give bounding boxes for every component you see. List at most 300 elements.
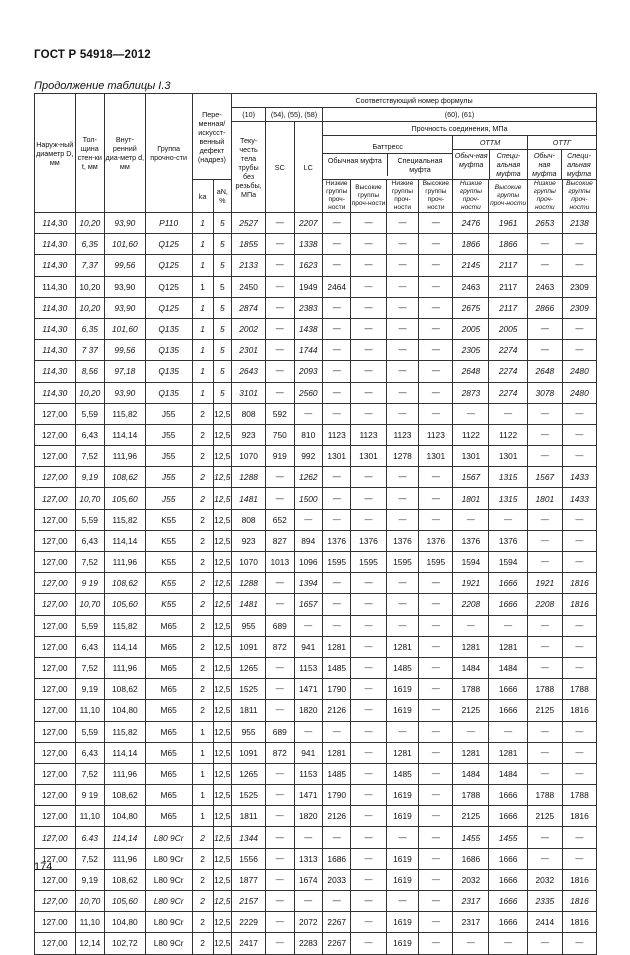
table-cell: 12,5 bbox=[213, 742, 232, 763]
table-cell: 1433 bbox=[562, 467, 596, 488]
table-cell: 2 bbox=[192, 827, 213, 848]
table-cell: — bbox=[266, 255, 294, 276]
table-cell: — bbox=[294, 891, 322, 912]
table-cell: 11,10 bbox=[75, 806, 105, 827]
table-cell: 2032 bbox=[453, 869, 489, 890]
table-row bbox=[35, 721, 597, 742]
table-cell: 2 bbox=[192, 933, 213, 954]
table-cell: 7,52 bbox=[75, 552, 105, 573]
table-cell: 10,20 bbox=[75, 276, 105, 297]
table-cell: — bbox=[527, 530, 562, 551]
table-row bbox=[35, 552, 597, 573]
table-cell: 1816 bbox=[562, 806, 596, 827]
table-cell: 12,5 bbox=[213, 594, 232, 615]
table-row bbox=[35, 297, 597, 318]
table-cell: 992 bbox=[294, 446, 322, 467]
table-cell: M65 bbox=[145, 806, 192, 827]
table-cell: 6,43 bbox=[75, 530, 105, 551]
table-cell: 1013 bbox=[266, 552, 294, 573]
table-cell: — bbox=[527, 763, 562, 784]
table-cell: 1281 bbox=[386, 636, 419, 657]
table-cell: 108,62 bbox=[105, 679, 146, 700]
table-cell: L80 9Cr bbox=[145, 869, 192, 890]
table-cell: 2 bbox=[192, 615, 213, 636]
table-cell: 93,90 bbox=[105, 276, 146, 297]
table-cell: 652 bbox=[266, 509, 294, 530]
table-cell: 1619 bbox=[386, 700, 419, 721]
table-cell: 1816 bbox=[562, 573, 596, 594]
table-row bbox=[35, 827, 597, 848]
table-cell: 2274 bbox=[489, 340, 527, 361]
table-cell: 5 bbox=[213, 255, 232, 276]
table-cell: 12,5 bbox=[213, 424, 232, 445]
table-cell: 1485 bbox=[323, 763, 351, 784]
table-cell: — bbox=[323, 827, 351, 848]
table-cell: 10,20 bbox=[75, 382, 105, 403]
table-cell: — bbox=[419, 297, 453, 318]
table-cell: — bbox=[323, 891, 351, 912]
table-cell: — bbox=[323, 340, 351, 361]
ottg-normal-header: Обыч-ная муфта bbox=[528, 150, 562, 179]
table-cell: — bbox=[386, 297, 419, 318]
table-cell: 127,00 bbox=[35, 679, 76, 700]
table-cell: — bbox=[562, 509, 596, 530]
table-cell: 127,00 bbox=[35, 785, 76, 806]
table-cell: 1301 bbox=[453, 446, 489, 467]
table-cell: — bbox=[527, 615, 562, 636]
table-cell: J55 bbox=[145, 403, 192, 424]
table-cell: — bbox=[351, 615, 386, 636]
table-cell: 2309 bbox=[562, 276, 596, 297]
table-cell: 1376 bbox=[419, 530, 453, 551]
table-cell: 2283 bbox=[294, 933, 322, 954]
table-cell: J55 bbox=[145, 467, 192, 488]
table-cell: 12,5 bbox=[213, 615, 232, 636]
table-cell: 105,60 bbox=[105, 488, 146, 509]
table-cell: — bbox=[323, 573, 351, 594]
table-cell: — bbox=[419, 806, 453, 827]
table-cell: M65 bbox=[145, 763, 192, 784]
table-cell: — bbox=[419, 255, 453, 276]
table-cell: 1820 bbox=[294, 806, 322, 827]
table-cell: — bbox=[527, 403, 562, 424]
table-cell: — bbox=[419, 382, 453, 403]
table-cell: 12,5 bbox=[213, 636, 232, 657]
table-cell: — bbox=[351, 488, 386, 509]
table-cell: — bbox=[351, 573, 386, 594]
table-cell: — bbox=[323, 615, 351, 636]
table-cell: — bbox=[419, 467, 453, 488]
table-cell: 808 bbox=[232, 403, 266, 424]
table-cell: 2125 bbox=[453, 806, 489, 827]
table-cell: 1123 bbox=[386, 424, 419, 445]
table-cell: 1686 bbox=[323, 848, 351, 869]
table-cell: — bbox=[323, 318, 351, 339]
table-cell: 1788 bbox=[527, 785, 562, 806]
table-cell: 12,5 bbox=[213, 488, 232, 509]
table-cell: — bbox=[527, 742, 562, 763]
table-cell: 5 bbox=[213, 318, 232, 339]
table-row bbox=[35, 361, 597, 382]
table-cell: 689 bbox=[266, 721, 294, 742]
table-cell: L80 9Cr bbox=[145, 912, 192, 933]
table-cell: 1788 bbox=[562, 679, 596, 700]
table-cell: 127,00 bbox=[35, 869, 76, 890]
table-cell: 127,00 bbox=[35, 446, 76, 467]
table-cell: — bbox=[453, 615, 489, 636]
table-cell: — bbox=[351, 318, 386, 339]
table-cell: — bbox=[266, 297, 294, 318]
table-cell: 114,14 bbox=[105, 530, 146, 551]
table-cell: 1 bbox=[192, 382, 213, 403]
table-cell: 1485 bbox=[386, 657, 419, 678]
table-cell: — bbox=[419, 827, 453, 848]
buttress-special-low: Низкие группы проч-ности bbox=[386, 180, 419, 213]
table-cell: — bbox=[294, 827, 322, 848]
table-cell: 2414 bbox=[527, 912, 562, 933]
table-row bbox=[35, 467, 597, 488]
table-cell: 1123 bbox=[323, 424, 351, 445]
table-cell: 2 bbox=[192, 446, 213, 467]
table-cell: — bbox=[323, 721, 351, 742]
table-cell: 2126 bbox=[323, 700, 351, 721]
ottm-header: ОТТМ bbox=[453, 136, 526, 150]
table-cell: 12,5 bbox=[213, 785, 232, 806]
table-cell: 2207 bbox=[294, 213, 322, 234]
table-cell: 2125 bbox=[527, 806, 562, 827]
table-cell: 2417 bbox=[232, 933, 266, 954]
table-cell: 1 bbox=[192, 785, 213, 806]
table-cell: 104,80 bbox=[105, 912, 146, 933]
table-cell: — bbox=[453, 403, 489, 424]
document-header: ГОСТ Р 54918—2012 bbox=[34, 49, 151, 61]
table-row bbox=[35, 382, 597, 403]
table-cell: — bbox=[419, 509, 453, 530]
table-cell: 12,5 bbox=[213, 763, 232, 784]
ottg-low: Низкие группы проч-ности bbox=[527, 180, 562, 213]
ottm-special-header: Специ-альная муфта bbox=[496, 151, 521, 178]
table-cell: L80 9Cr bbox=[145, 827, 192, 848]
table-cell: — bbox=[351, 700, 386, 721]
table-cell: — bbox=[527, 424, 562, 445]
table-cell: 1500 bbox=[294, 488, 322, 509]
table-cell: — bbox=[562, 657, 596, 678]
table-cell: 1 bbox=[192, 213, 213, 234]
table-cell: 111,96 bbox=[105, 552, 146, 573]
ottm-normal-header: Обыч-ная муфта bbox=[453, 150, 490, 179]
table-cell: — bbox=[351, 213, 386, 234]
table-cell: 955 bbox=[232, 721, 266, 742]
table-cell: 104,80 bbox=[105, 700, 146, 721]
table-cell: 108,62 bbox=[105, 869, 146, 890]
table-cell: 2 bbox=[192, 594, 213, 615]
table-cell: — bbox=[351, 340, 386, 361]
table-cell: 2383 bbox=[294, 297, 322, 318]
table-cell: — bbox=[351, 361, 386, 382]
table-cell: 1313 bbox=[294, 848, 322, 869]
table-cell: 12,5 bbox=[213, 721, 232, 742]
table-cell: 2138 bbox=[562, 213, 596, 234]
table-row bbox=[35, 763, 597, 784]
table-cell: Q135 bbox=[145, 340, 192, 361]
table-cell: 127,00 bbox=[35, 806, 76, 827]
table-cell: 6,43 bbox=[75, 636, 105, 657]
formula-54: (54), (55), (58) bbox=[266, 108, 323, 122]
formula-number-header: Соответствующий номер формулы bbox=[232, 94, 597, 108]
table-cell: 111,96 bbox=[105, 657, 146, 678]
table-cell: 5 bbox=[213, 276, 232, 297]
table-cell: — bbox=[266, 361, 294, 382]
table-cell: — bbox=[351, 891, 386, 912]
table-cell: 1866 bbox=[489, 234, 527, 255]
table-cell: 2480 bbox=[562, 382, 596, 403]
table-cell: — bbox=[386, 573, 419, 594]
table-row bbox=[35, 679, 597, 700]
table-row bbox=[35, 806, 597, 827]
table-cell: 1816 bbox=[562, 869, 596, 890]
table-cell: 1619 bbox=[386, 933, 419, 954]
table-cell: — bbox=[266, 276, 294, 297]
table-row bbox=[35, 340, 597, 361]
table-cell: — bbox=[419, 742, 453, 763]
pipe-strength-table bbox=[34, 93, 597, 955]
table-cell: — bbox=[527, 721, 562, 742]
table-cell: — bbox=[453, 721, 489, 742]
table-cell: 2126 bbox=[323, 806, 351, 827]
table-cell: 1623 bbox=[294, 255, 322, 276]
table-cell: 3101 bbox=[232, 382, 266, 403]
table-cell: 1070 bbox=[232, 446, 266, 467]
table-cell: 1265 bbox=[232, 657, 266, 678]
table-cell: 2653 bbox=[527, 213, 562, 234]
table-cell: 8,56 bbox=[75, 361, 105, 382]
table-cell: — bbox=[419, 488, 453, 509]
table-cell: — bbox=[323, 382, 351, 403]
table-cell: — bbox=[489, 721, 527, 742]
table-cell: 923 bbox=[232, 530, 266, 551]
table-cell: K55 bbox=[145, 573, 192, 594]
table-cell: 12,5 bbox=[213, 403, 232, 424]
table-cell: 2335 bbox=[527, 891, 562, 912]
table-cell: 6,43 bbox=[75, 742, 105, 763]
table-cell: — bbox=[489, 615, 527, 636]
table-cell: 1674 bbox=[294, 869, 322, 890]
table-cell: 1091 bbox=[232, 636, 266, 657]
table-cell: 6,35 bbox=[75, 234, 105, 255]
table-cell: 7,52 bbox=[75, 446, 105, 467]
table-cell: 1123 bbox=[351, 424, 386, 445]
table-cell: — bbox=[489, 403, 527, 424]
table-cell: 114,14 bbox=[105, 827, 146, 848]
table-cell: 2675 bbox=[453, 297, 489, 318]
buttress-special-high: Высокие группы проч-ности bbox=[419, 180, 453, 213]
col-yield-strength: Теку-честь тела трубы без резьбы, МПа bbox=[232, 122, 266, 213]
table-cell: — bbox=[527, 446, 562, 467]
table-cell: 114,30 bbox=[35, 213, 76, 234]
table-cell: 114,30 bbox=[35, 234, 76, 255]
table-row bbox=[35, 403, 597, 424]
table-cell: 1866 bbox=[453, 234, 489, 255]
table-cell: 3078 bbox=[527, 382, 562, 403]
table-cell: — bbox=[323, 361, 351, 382]
table-cell: — bbox=[351, 785, 386, 806]
table-cell: 2 bbox=[192, 679, 213, 700]
table-cell: — bbox=[419, 912, 453, 933]
table-cell: 7,52 bbox=[75, 657, 105, 678]
table-caption: Продолжение таблицы I.3 bbox=[34, 80, 171, 92]
table-cell: — bbox=[323, 234, 351, 255]
table-cell: 2 bbox=[192, 700, 213, 721]
table-row bbox=[35, 318, 597, 339]
table-cell: 1567 bbox=[453, 467, 489, 488]
table-cell: J55 bbox=[145, 488, 192, 509]
table-cell: 1666 bbox=[489, 573, 527, 594]
table-row bbox=[35, 573, 597, 594]
table-cell: — bbox=[386, 276, 419, 297]
table-cell: 1666 bbox=[489, 594, 527, 615]
table-cell: 1153 bbox=[294, 763, 322, 784]
table-cell: — bbox=[386, 382, 419, 403]
table-cell: 9 19 bbox=[75, 573, 105, 594]
table-cell: — bbox=[386, 403, 419, 424]
table-cell: 2 bbox=[192, 424, 213, 445]
table-cell: — bbox=[266, 657, 294, 678]
table-cell: 1595 bbox=[323, 552, 351, 573]
col-sc: SC bbox=[266, 122, 294, 213]
table-cell: 1 bbox=[192, 255, 213, 276]
table-cell: 1657 bbox=[294, 594, 322, 615]
table-cell: 6,43 bbox=[75, 424, 105, 445]
table-cell: — bbox=[266, 933, 294, 954]
table-row bbox=[35, 700, 597, 721]
table-cell: — bbox=[386, 255, 419, 276]
table-cell: 1788 bbox=[527, 679, 562, 700]
table-cell: — bbox=[351, 933, 386, 954]
table-cell: 7,52 bbox=[75, 763, 105, 784]
table-cell: — bbox=[294, 403, 322, 424]
table-cell: — bbox=[351, 742, 386, 763]
table-cell: 93,90 bbox=[105, 382, 146, 403]
table-cell: 1816 bbox=[562, 912, 596, 933]
table-cell: — bbox=[266, 234, 294, 255]
table-cell: — bbox=[351, 827, 386, 848]
table-cell: — bbox=[351, 234, 386, 255]
table-cell: 2267 bbox=[323, 912, 351, 933]
table-cell: — bbox=[386, 615, 419, 636]
table-cell: 127,00 bbox=[35, 933, 76, 954]
table-cell: 2560 bbox=[294, 382, 322, 403]
table-cell: 12,5 bbox=[213, 848, 232, 869]
table-cell: 12,5 bbox=[213, 700, 232, 721]
table-cell: 1153 bbox=[294, 657, 322, 678]
table-cell: 1091 bbox=[232, 742, 266, 763]
table-cell: 2274 bbox=[489, 361, 527, 382]
table-cell: — bbox=[419, 763, 453, 784]
table-cell: — bbox=[527, 255, 562, 276]
table-cell: 2866 bbox=[527, 297, 562, 318]
table-cell: — bbox=[562, 763, 596, 784]
table-cell: — bbox=[562, 742, 596, 763]
table-cell: 127,00 bbox=[35, 552, 76, 573]
table-cell: 7,52 bbox=[75, 848, 105, 869]
table-cell: — bbox=[351, 403, 386, 424]
table-cell: 1484 bbox=[489, 763, 527, 784]
table-cell: 114,30 bbox=[35, 382, 76, 403]
table-cell: 1594 bbox=[453, 552, 489, 573]
table-cell: 2117 bbox=[489, 276, 527, 297]
col-defect: Пере-менная/ искусст-венный дефект (надрез) bbox=[192, 94, 231, 180]
table-cell: 1619 bbox=[386, 785, 419, 806]
table-cell: 1301 bbox=[323, 446, 351, 467]
table-cell: 10,70 bbox=[75, 891, 105, 912]
table-cell: 1 bbox=[192, 276, 213, 297]
table-cell: — bbox=[527, 340, 562, 361]
table-cell: 1686 bbox=[453, 848, 489, 869]
table-cell: 93,90 bbox=[105, 213, 146, 234]
table-cell: 2117 bbox=[489, 297, 527, 318]
table-cell: 1567 bbox=[527, 467, 562, 488]
table-cell: P110 bbox=[145, 213, 192, 234]
table-cell: — bbox=[351, 869, 386, 890]
table-cell: 1288 bbox=[232, 467, 266, 488]
table-cell: — bbox=[419, 721, 453, 742]
table-cell: — bbox=[266, 763, 294, 784]
table-cell: 10,20 bbox=[75, 213, 105, 234]
table-cell: 7,37 bbox=[75, 255, 105, 276]
table-cell: — bbox=[527, 636, 562, 657]
table-cell: 1744 bbox=[294, 340, 322, 361]
table-cell: 108,62 bbox=[105, 573, 146, 594]
table-cell: K55 bbox=[145, 594, 192, 615]
table-row bbox=[35, 594, 597, 615]
table-cell: — bbox=[419, 573, 453, 594]
table-cell: — bbox=[386, 234, 419, 255]
table-cell: — bbox=[527, 848, 562, 869]
table-cell: 1788 bbox=[453, 785, 489, 806]
table-cell: — bbox=[562, 827, 596, 848]
table-cell: — bbox=[562, 318, 596, 339]
table-cell: 12,5 bbox=[213, 552, 232, 573]
table-cell: 1281 bbox=[489, 636, 527, 657]
table-cell: Q125 bbox=[145, 276, 192, 297]
table-cell: 2 bbox=[192, 657, 213, 678]
col-outer-diameter: Наруж-ный диаметр D, мм bbox=[35, 94, 76, 213]
table-cell: 5 bbox=[213, 234, 232, 255]
table-cell: — bbox=[527, 933, 562, 954]
table-cell: Q125 bbox=[145, 297, 192, 318]
table-cell: — bbox=[266, 318, 294, 339]
table-cell: 2464 bbox=[323, 276, 351, 297]
table-cell: 127,00 bbox=[35, 615, 76, 636]
table-cell: 872 bbox=[266, 742, 294, 763]
strength-header: Прочность соединения, МПа bbox=[323, 122, 597, 136]
table-cell: 1376 bbox=[489, 530, 527, 551]
table-cell: 1438 bbox=[294, 318, 322, 339]
table-cell: 1 bbox=[192, 721, 213, 742]
table-cell: — bbox=[323, 594, 351, 615]
table-cell: — bbox=[419, 891, 453, 912]
table-cell: 1338 bbox=[294, 234, 322, 255]
table-cell: 127,00 bbox=[35, 467, 76, 488]
table-cell: 750 bbox=[266, 424, 294, 445]
table-cell: 2032 bbox=[527, 869, 562, 890]
table-cell: 114,14 bbox=[105, 424, 146, 445]
col-an: aN, % bbox=[213, 180, 232, 213]
table-cell: J55 bbox=[145, 446, 192, 467]
table-cell: 2033 bbox=[323, 869, 351, 890]
table-cell: — bbox=[419, 785, 453, 806]
table-cell: — bbox=[562, 721, 596, 742]
